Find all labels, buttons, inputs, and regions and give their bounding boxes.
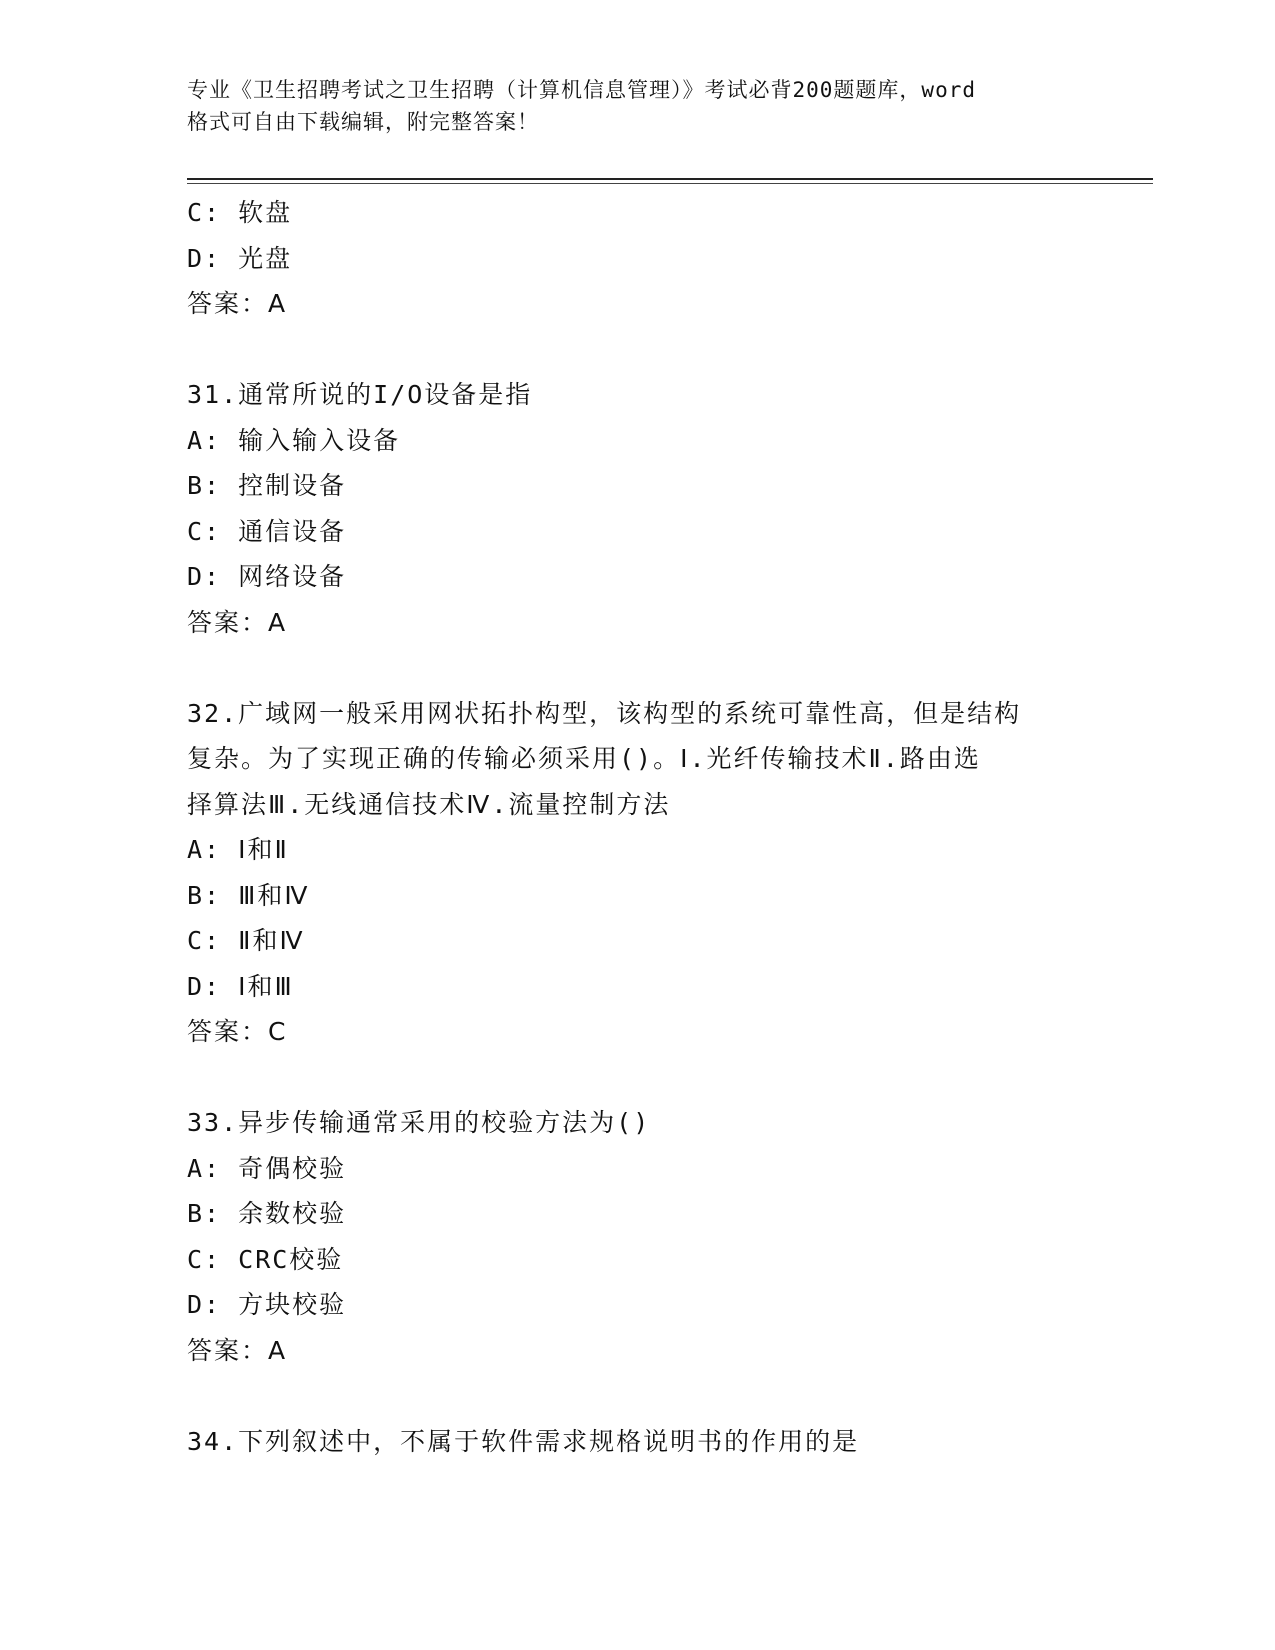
option-b: B: 控制设备: [187, 471, 347, 500]
question-text: 33.异步传输通常采用的校验方法为(): [187, 1108, 651, 1137]
option-b: B: 余数校验: [187, 1199, 347, 1228]
option-d: D: Ⅰ和Ⅲ: [187, 971, 294, 1001]
answer-line: 答案：A: [187, 289, 288, 318]
spacer: [187, 1373, 1107, 1419]
question-34: [187, 1419, 1107, 1465]
option-a: A: Ⅰ和Ⅱ: [187, 835, 289, 864]
option-c: C: CRC校验: [187, 1244, 344, 1274]
question-text-line-3: 择算法Ⅲ.无线通信技术Ⅳ.流量控制方法: [187, 789, 671, 819]
option-d: D: 方块校验: [187, 1290, 347, 1319]
option-a: A: 奇偶校验: [187, 1153, 347, 1183]
document-header: [187, 74, 1107, 138]
previous-question-tail: [187, 190, 1107, 327]
question-32: [187, 691, 1107, 1055]
spacer: [187, 1055, 1107, 1101]
option-d: D: 网络设备: [187, 562, 347, 591]
question-list: [187, 190, 1107, 1464]
question-text: 31.通常所说的I/O设备是指: [187, 380, 533, 409]
option-a: A: 输入输入设备: [187, 425, 401, 455]
answer-line: 答案：A: [187, 607, 288, 637]
option-c: C: 通信设备: [187, 516, 347, 546]
question-text-line-2: 复杂。为了实现正确的传输必须采用()。Ⅰ.光纤传输技术Ⅱ.路由选: [187, 744, 981, 773]
option-c: C: 软盘: [187, 198, 293, 227]
answer-line: 答案：C: [187, 1017, 288, 1046]
question-33: [187, 1100, 1107, 1373]
option-b: B: Ⅲ和Ⅳ: [187, 880, 310, 910]
header-line-1: 专业《卫生招聘考试之卫生招聘（计算机信息管理）》考试必背200题题库，word: [187, 78, 976, 102]
option-c: C: Ⅱ和Ⅳ: [187, 926, 305, 955]
header-divider-thick: [187, 178, 1153, 180]
spacer: [187, 645, 1107, 691]
option-d: D: 光盘: [187, 243, 293, 273]
answer-line: 答案：A: [187, 1335, 288, 1365]
spacer: [187, 327, 1107, 373]
question-text-line-1: 32.广域网一般采用网状拓扑构型，该构型的系统可靠性高，但是结构: [187, 698, 1022, 728]
question-31: [187, 372, 1107, 645]
header-line-2: 格式可自由下载编辑，附完整答案！: [187, 110, 539, 134]
header-divider-thin: [187, 183, 1153, 184]
question-text: 34.下列叙述中，不属于软件需求规格说明书的作用的是: [187, 1426, 860, 1456]
